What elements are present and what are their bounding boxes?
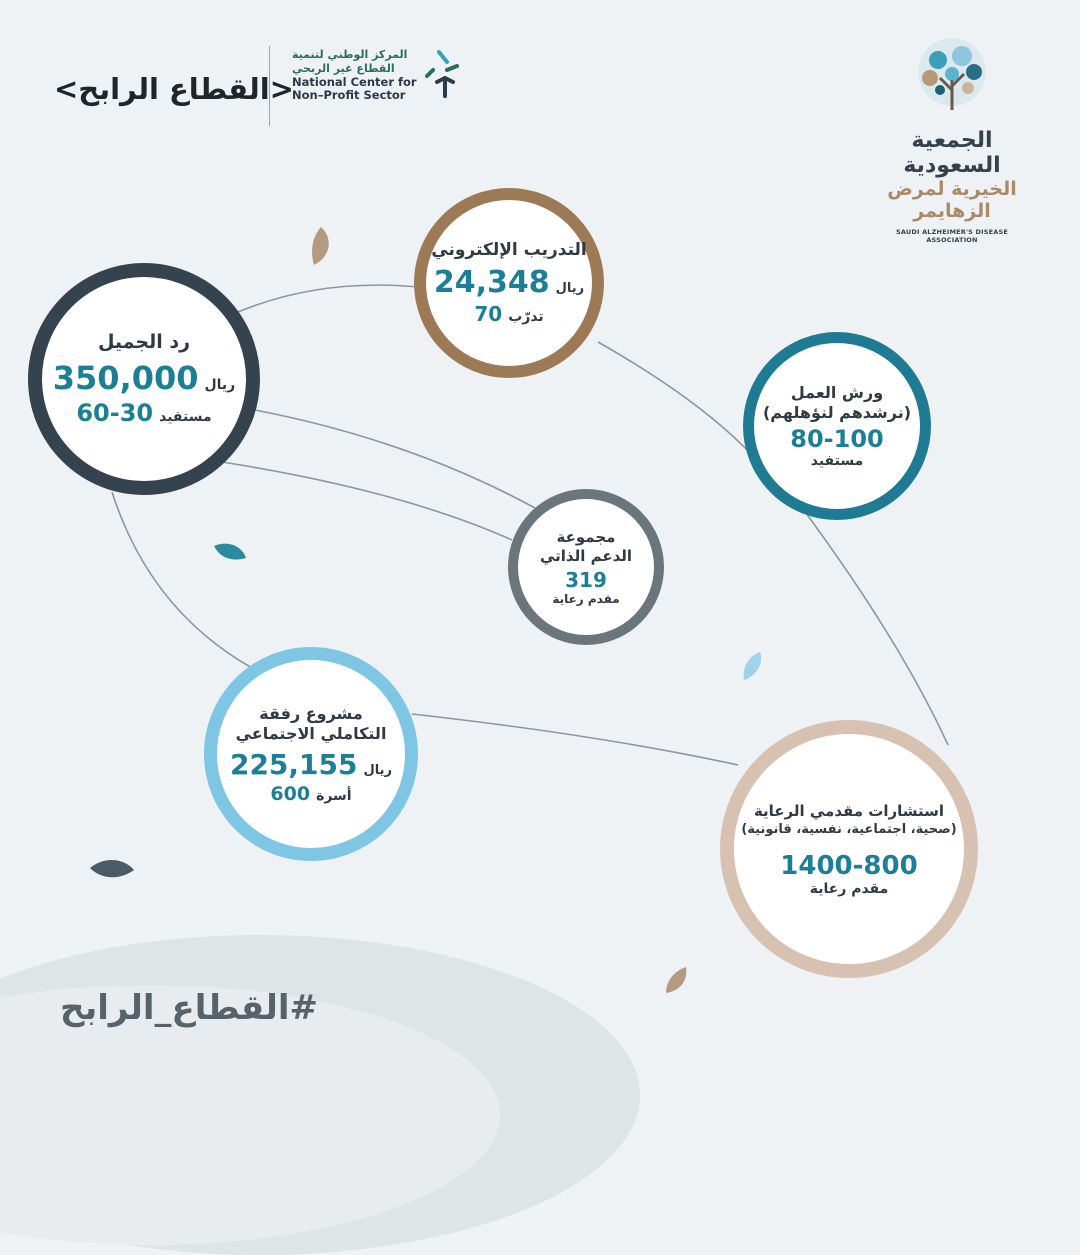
sector-title: <القطاع الرابح> [54, 72, 294, 106]
connector-line [238, 285, 418, 312]
ncnp-name-ar-1: المركز الوطني لتنمية [292, 48, 408, 61]
training-unit: ريال [555, 281, 585, 297]
workshops-circle [743, 332, 931, 520]
training-count-label: تدرّب [508, 309, 544, 326]
ncnp-name-en-2: Non–Profit Sector [292, 88, 406, 103]
association-name-english: SAUDI ALZHEIMER'S DISEASE ASSOCIATION [896, 228, 1008, 244]
rifqa-subtitle: التكاملي الاجتماعي [235, 723, 387, 743]
ncnp-name-ar-2: القطاع غير الربحي [292, 61, 395, 75]
rifqa-unit: ريال [363, 762, 393, 778]
support-group-circle [508, 489, 664, 645]
consult-subtitle: (صحية، اجتماعية، نفسية، قانونية) [741, 822, 957, 838]
ncnp-logo [292, 48, 462, 103]
ncnp-emblem-icon [425, 48, 459, 100]
rifqa-value: 225,155 [229, 747, 358, 781]
rifqa-count-label: أسرة [316, 787, 352, 804]
reward-range-label: مستفيد [159, 408, 212, 425]
hashtag: #القطاع_الرابح [60, 988, 318, 1028]
training-title: التدريب الإلكتروني [431, 239, 587, 260]
rifqa-count: 600 [270, 782, 311, 805]
training-circle [414, 188, 604, 378]
reward-title: رد الجميل [97, 331, 191, 354]
rifqa-circle [204, 647, 418, 861]
connector-line [112, 492, 252, 668]
consultations-circle [720, 720, 978, 978]
support-subtitle: الدعم الذاتي [539, 547, 633, 565]
workshops-range-label: مستفيد [810, 453, 864, 469]
connector-line [255, 410, 535, 508]
support-title: مجموعة [556, 528, 616, 547]
leaf-icon [88, 856, 136, 882]
consult-label: مقدم رعاية [809, 880, 889, 897]
consult-title: استشارات مقدمي الرعاية [753, 801, 945, 820]
ncnp-name-en-1: National Center for [292, 74, 417, 89]
association-name-line1: الجمعية السعودية [903, 128, 1001, 178]
consult-range: 1400-800 [780, 850, 918, 881]
connector-line [222, 462, 512, 540]
support-value: 319 [565, 567, 607, 592]
association-name-line2: الخيرية لمرض الزهايمر [887, 178, 1017, 222]
reward-range: 60-30 [76, 398, 154, 427]
rifqa-title: مشروع رفقة [259, 703, 363, 723]
connector-line [598, 342, 752, 455]
association-logo [872, 34, 1032, 244]
tree-logo-icon [902, 34, 1002, 114]
connector-line [412, 714, 738, 765]
workshops-title: ورش العمل [790, 383, 884, 402]
support-label: مقدم رعاية [552, 591, 620, 606]
leaf-icon [212, 540, 248, 564]
workshops-range: 80-100 [790, 425, 884, 453]
leaf-icon [740, 650, 764, 682]
connector-line [800, 505, 948, 745]
reward-circle [28, 263, 260, 495]
leaf-icon [308, 225, 334, 267]
reward-unit: ريال [204, 376, 236, 393]
workshops-subtitle: (نرشدهم لنؤهلهم) [762, 403, 912, 422]
training-value: 24,348 [433, 265, 550, 301]
reward-value: 350,000 [52, 358, 199, 397]
training-count: 70 [474, 302, 503, 327]
leaf-icon [662, 965, 690, 995]
